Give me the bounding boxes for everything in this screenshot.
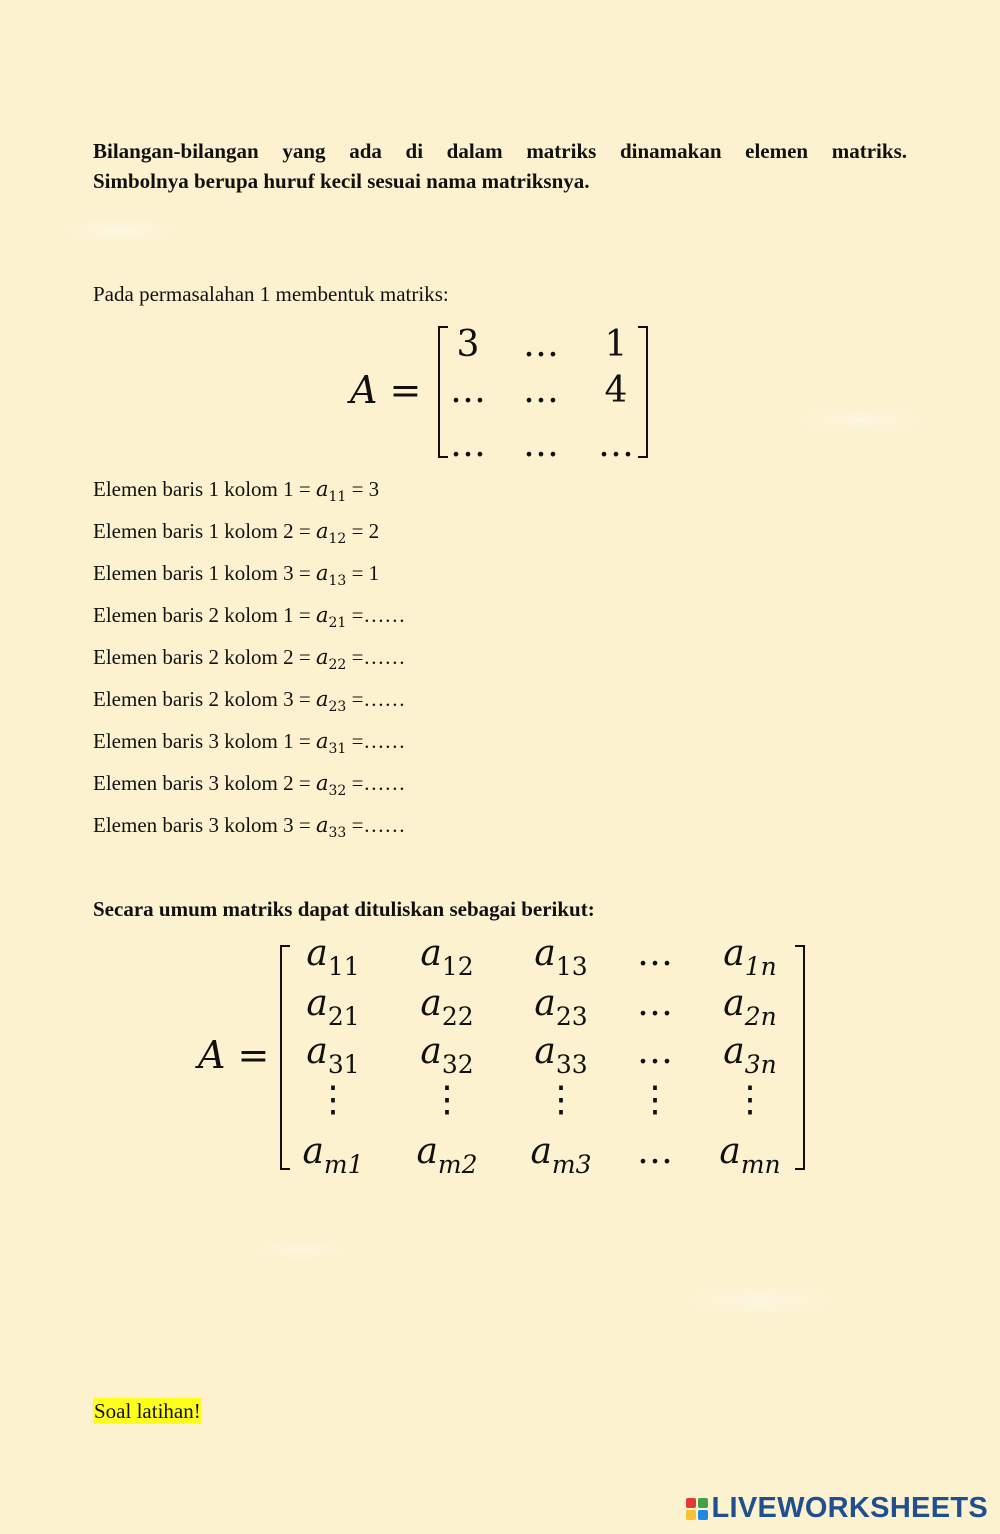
element-value: =……	[346, 645, 406, 669]
cell-symbol: ⋮	[315, 1079, 351, 1120]
element-value: = 2	[346, 519, 380, 543]
matrix-general-cell-2-4	[610, 983, 700, 1024]
element-subscript: 31	[328, 741, 347, 757]
cell-symbol: …	[637, 1131, 673, 1172]
element-label: Elemen baris 3 kolom 2 =	[93, 771, 316, 795]
matrix-general-cell-3-3	[516, 1031, 606, 1079]
element-row	[93, 686, 405, 728]
element-value: = 1	[346, 561, 380, 585]
cell-symbol: a	[530, 1131, 552, 1172]
matrix-general-cell-5-3	[516, 1131, 606, 1179]
cell-symbol: a	[416, 1131, 438, 1172]
intro-line-1: Bilangan-bilangan yang ada di dalam matriks dinamakan elemen matriks.	[93, 139, 907, 163]
matrix-example-cell-1-1: 3	[456, 324, 480, 365]
cell-subscript: 21	[327, 1002, 360, 1031]
element-subscript: 32	[328, 783, 347, 799]
matrix-example-cell-3-2: …	[523, 424, 559, 465]
cell-symbol: a	[723, 933, 745, 974]
cell-subscript: 33	[555, 1050, 588, 1079]
cell-symbol: ⋮	[637, 1079, 673, 1120]
matrix-general-cell-1-1	[288, 933, 378, 981]
cell-symbol: ⋮	[429, 1079, 465, 1120]
element-symbol: a	[315, 561, 329, 585]
cell-symbol: …	[637, 933, 673, 974]
matrix-general-cell-3-4	[610, 1031, 700, 1072]
element-symbol: a	[315, 519, 329, 543]
cell-subscript: 32	[441, 1050, 474, 1079]
element-row	[93, 560, 405, 602]
cell-symbol: a	[534, 933, 556, 974]
matrix-general-cell-5-4	[610, 1131, 700, 1172]
element-subscript: 12	[328, 531, 347, 547]
cell-symbol: ⋮	[543, 1079, 579, 1120]
element-value: =……	[346, 813, 406, 837]
element-value: =……	[346, 771, 406, 795]
matrix-general-cell-1-5	[705, 933, 795, 981]
logo-icon	[686, 1498, 708, 1520]
cell-subscript: 22	[441, 1002, 474, 1031]
element-value: = 3	[346, 477, 380, 501]
general-heading: Secara umum matriks dapat dituliskan sebagai berikut:	[93, 897, 595, 921]
element-value: =……	[346, 603, 406, 627]
matrix-general-cell-4-4	[610, 1079, 700, 1120]
matrix-general-cell-4-3	[516, 1079, 606, 1120]
cell-subscript: 2n	[744, 1002, 777, 1031]
intro-line-2: Simbolnya berupa huruf kecil sesuai nama matriksnya.	[93, 169, 590, 193]
logo-square	[698, 1498, 708, 1508]
matrix-general-cell-1-3	[516, 933, 606, 981]
cell-subscript: m1	[323, 1150, 364, 1179]
cell-symbol: ⋮	[732, 1079, 768, 1120]
problem-intro: Pada permasalahan 1 membentuk matriks:	[93, 282, 449, 306]
brand-name: LIVEWORKSHEETS	[711, 1492, 988, 1524]
element-symbol: a	[315, 603, 329, 627]
matrix-example-cell-2-1: …	[450, 370, 486, 411]
cell-symbol: a	[306, 933, 328, 974]
element-label: Elemen baris 1 kolom 1 =	[93, 477, 316, 501]
element-symbol: a	[315, 645, 329, 669]
cell-symbol: a	[420, 1031, 442, 1072]
cell-subscript: mn	[740, 1150, 781, 1179]
matrix-example-cell-1-3: 1	[604, 324, 628, 365]
exercise-label: Soal latihan!	[94, 1399, 201, 1423]
element-label: Elemen baris 1 kolom 3 =	[93, 561, 316, 585]
element-subscript: 11	[328, 489, 347, 505]
cell-subscript: 11	[327, 952, 360, 981]
matrix-general-cell-2-5	[705, 983, 795, 1031]
element-label: Elemen baris 3 kolom 3 =	[93, 813, 316, 837]
cell-subscript: m2	[437, 1150, 478, 1179]
logo-square	[686, 1510, 696, 1520]
cell-symbol: …	[637, 983, 673, 1024]
element-subscript: 33	[328, 825, 347, 841]
matrix-general-cell-4-2	[402, 1079, 492, 1120]
element-value: =……	[346, 729, 406, 753]
element-row	[93, 644, 405, 686]
element-subscript: 13	[328, 573, 347, 589]
matrix-example-lhs: A =	[350, 368, 422, 412]
matrix-general-cell-3-2	[402, 1031, 492, 1079]
element-list	[93, 476, 405, 854]
cell-symbol: a	[534, 1031, 556, 1072]
matrix-general-cell-2-1	[288, 983, 378, 1031]
element-symbol: a	[315, 813, 329, 837]
cell-subscript: 13	[555, 952, 588, 981]
element-symbol: a	[315, 771, 329, 795]
cell-subscript: 1n	[744, 952, 777, 981]
cell-subscript: 23	[555, 1002, 588, 1031]
element-row	[93, 770, 405, 812]
matrix-general-cell-2-3	[516, 983, 606, 1031]
matrix-example-cell-3-1: …	[450, 424, 486, 465]
element-row	[93, 728, 405, 770]
matrix-general-cell-5-5	[705, 1131, 795, 1179]
cell-symbol: a	[420, 933, 442, 974]
logo-square	[698, 1510, 708, 1520]
element-label: Elemen baris 1 kolom 2 =	[93, 519, 316, 543]
element-row	[93, 518, 405, 560]
cell-symbol: a	[719, 1131, 741, 1172]
matrix-example-cell-1-2: …	[523, 324, 559, 365]
cell-symbol: …	[637, 1031, 673, 1072]
matrix-example-cell-2-2: …	[523, 370, 559, 411]
logo-square	[686, 1498, 696, 1508]
cell-subscript: 12	[441, 952, 474, 981]
matrix-example-cell-3-3: …	[598, 424, 634, 465]
matrix-general-cell-5-1	[288, 1131, 378, 1179]
cell-symbol: a	[306, 1031, 328, 1072]
element-label: Elemen baris 2 kolom 2 =	[93, 645, 316, 669]
matrix-general-lhs: A =	[198, 1033, 270, 1077]
element-subscript: 23	[328, 699, 347, 715]
right-bracket	[795, 945, 805, 1170]
cell-symbol: a	[534, 983, 556, 1024]
element-subscript: 21	[328, 615, 347, 631]
cell-subscript: m3	[551, 1150, 592, 1179]
intro-paragraph	[93, 136, 907, 196]
matrix-general-cell-4-1	[288, 1079, 378, 1120]
cell-symbol: a	[306, 983, 328, 1024]
cell-subscript: 31	[327, 1050, 360, 1079]
cell-symbol: a	[420, 983, 442, 1024]
brand-logo	[686, 1492, 989, 1525]
element-label: Elemen baris 3 kolom 1 =	[93, 729, 316, 753]
matrix-general-cell-2-2	[402, 983, 492, 1031]
cell-symbol: a	[302, 1131, 324, 1172]
element-value: =……	[346, 687, 406, 711]
matrix-general-cell-4-5	[705, 1079, 795, 1120]
matrix-general-cell-3-1	[288, 1031, 378, 1079]
element-row	[93, 476, 405, 518]
element-symbol: a	[315, 477, 329, 501]
element-subscript: 22	[328, 657, 347, 673]
matrix-general-cell-5-2	[402, 1131, 492, 1179]
cell-subscript: 3n	[744, 1050, 777, 1079]
matrix-general-cell-3-5	[705, 1031, 795, 1079]
element-row	[93, 812, 405, 854]
element-symbol: a	[315, 729, 329, 753]
element-row	[93, 602, 405, 644]
matrix-example-cell-2-3: 4	[604, 370, 628, 411]
matrix-general-cell-1-2	[402, 933, 492, 981]
element-label: Elemen baris 2 kolom 3 =	[93, 687, 316, 711]
cell-symbol: a	[723, 1031, 745, 1072]
matrix-general-cell-1-4	[610, 933, 700, 974]
element-label: Elemen baris 2 kolom 1 =	[93, 603, 316, 627]
cell-symbol: a	[723, 983, 745, 1024]
element-symbol: a	[315, 687, 329, 711]
matrix-example	[438, 324, 648, 465]
matrix-general	[280, 933, 805, 1179]
